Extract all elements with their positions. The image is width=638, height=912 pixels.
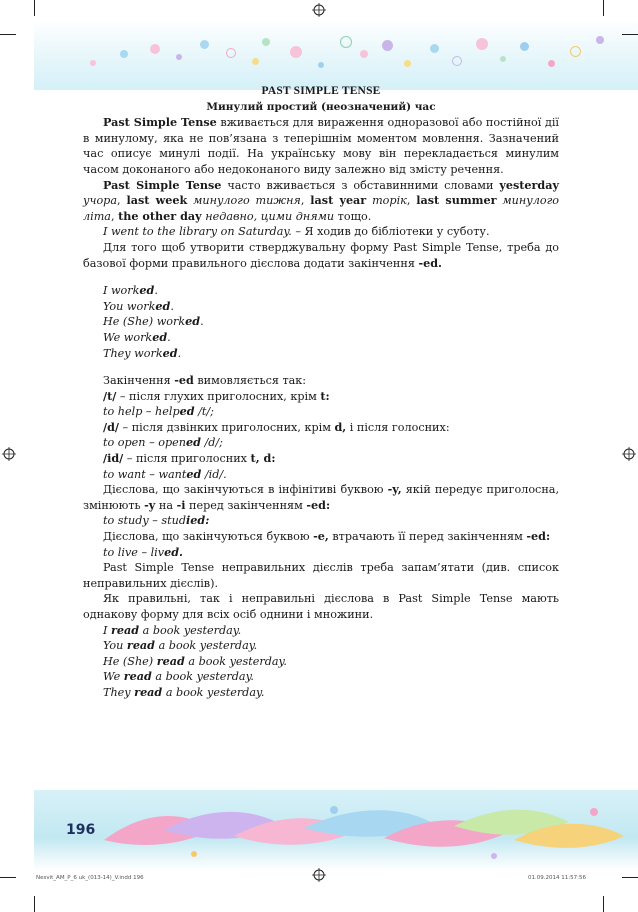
pronunciation-rules	[83, 373, 559, 482]
page-content	[83, 84, 559, 701]
conjugation-list	[83, 283, 559, 361]
read-example: I read a book yesterday.	[103, 622, 242, 637]
adverbs-paragraph: Past Simple Tense часто вживається з обставинними словами yesterday учора, last week минулого тижня, last year торік, last summer минулого літа, the other day недавно, цими днями тощо.	[83, 177, 559, 223]
read-examples-list	[83, 623, 559, 701]
page-subtitle: Минулий простий (неозначений) час	[206, 100, 436, 113]
affirmative-rule: Для того щоб утворити стверджувальну форму Past Simple Tense, треба до базової форми правильного дієслова додати закінчення -ed.	[83, 240, 559, 270]
conjugation-item: I worked.	[103, 283, 158, 298]
pronunciation-rule-t: /t/ – після глухих приголосних, крім t:	[103, 388, 330, 403]
registration-mark-top	[312, 3, 326, 17]
conjugation-item: You worked.	[103, 298, 174, 313]
feather-decoration	[34, 800, 638, 864]
same-form-note: Як правильні, так і неправильні дієслова в Past Simple Tense мають однакову форму для всіх осіб однини і множини.	[83, 592, 559, 621]
pronunciation-example-t: to help – helped /t/;	[103, 404, 214, 419]
page-title: PAST SIMPLE TENSE	[261, 85, 381, 97]
intro-paragraph: Past Simple Tense вживається для вираження одноразової або постійної дії в минулому, яка не пов’язана з теперішнім моментом мовлення. Зазначений час описує минулі події. На українську мову він перекладається минулим часом доконаного або недоконаного виду залежно від змісту речення.	[83, 115, 559, 176]
y-rule-example: to study – studied:	[103, 513, 210, 528]
read-example: We read a book yesterday.	[103, 669, 254, 684]
pronunciation-example-id: to want – wanted /id/.	[103, 466, 227, 481]
conjugation-item: We worked.	[103, 329, 171, 344]
pronunciation-intro: Закінчення -ed вимовляється так:	[103, 373, 307, 388]
registration-mark-bottom	[312, 868, 326, 882]
registration-mark-left	[2, 447, 16, 461]
pronunciation-example-d: to open – opened /d/;	[103, 435, 223, 450]
irregular-note: Past Simple Tense неправильних дієслів треба запам’ятати (див. список неправильних дієслів).	[83, 561, 559, 590]
read-example: They read a book yesterday.	[103, 684, 265, 699]
conjugation-item: He (She) worked.	[103, 314, 204, 329]
y-rule: Дієслова, що закінчуються в інфінітиві буквою -y, якій передує приголосна, змінюють -y на -i перед закінченням -ed:	[83, 482, 559, 512]
read-example: He (She) read a book yesterday.	[103, 653, 287, 668]
print-slug-file: Nesvit_AM_P_6 uk_(013-14)_V.indd 196	[36, 875, 144, 881]
pronunciation-rule-d: /d/ – після дзвінких приголосних, крім d, і після голосних:	[103, 419, 450, 434]
page-number: 196	[66, 822, 96, 838]
e-rule: Дієслова, що закінчуються буквою -e, втрачають її перед закінченням -ed:	[103, 529, 551, 544]
registration-mark-right	[622, 447, 636, 461]
e-rule-example: to live – lived.	[103, 544, 183, 559]
library-example: I went to the library on Saturday. – Я ходив до бібліотеки у суботу.	[103, 225, 490, 239]
pronunciation-rule-id: /id/ – після приголосних t, d:	[103, 451, 276, 466]
print-slug-date: 01.09.2014 11:57:56	[528, 875, 586, 881]
conjugation-item: They worked.	[103, 345, 182, 360]
read-example: You read a book yesterday.	[103, 638, 258, 653]
